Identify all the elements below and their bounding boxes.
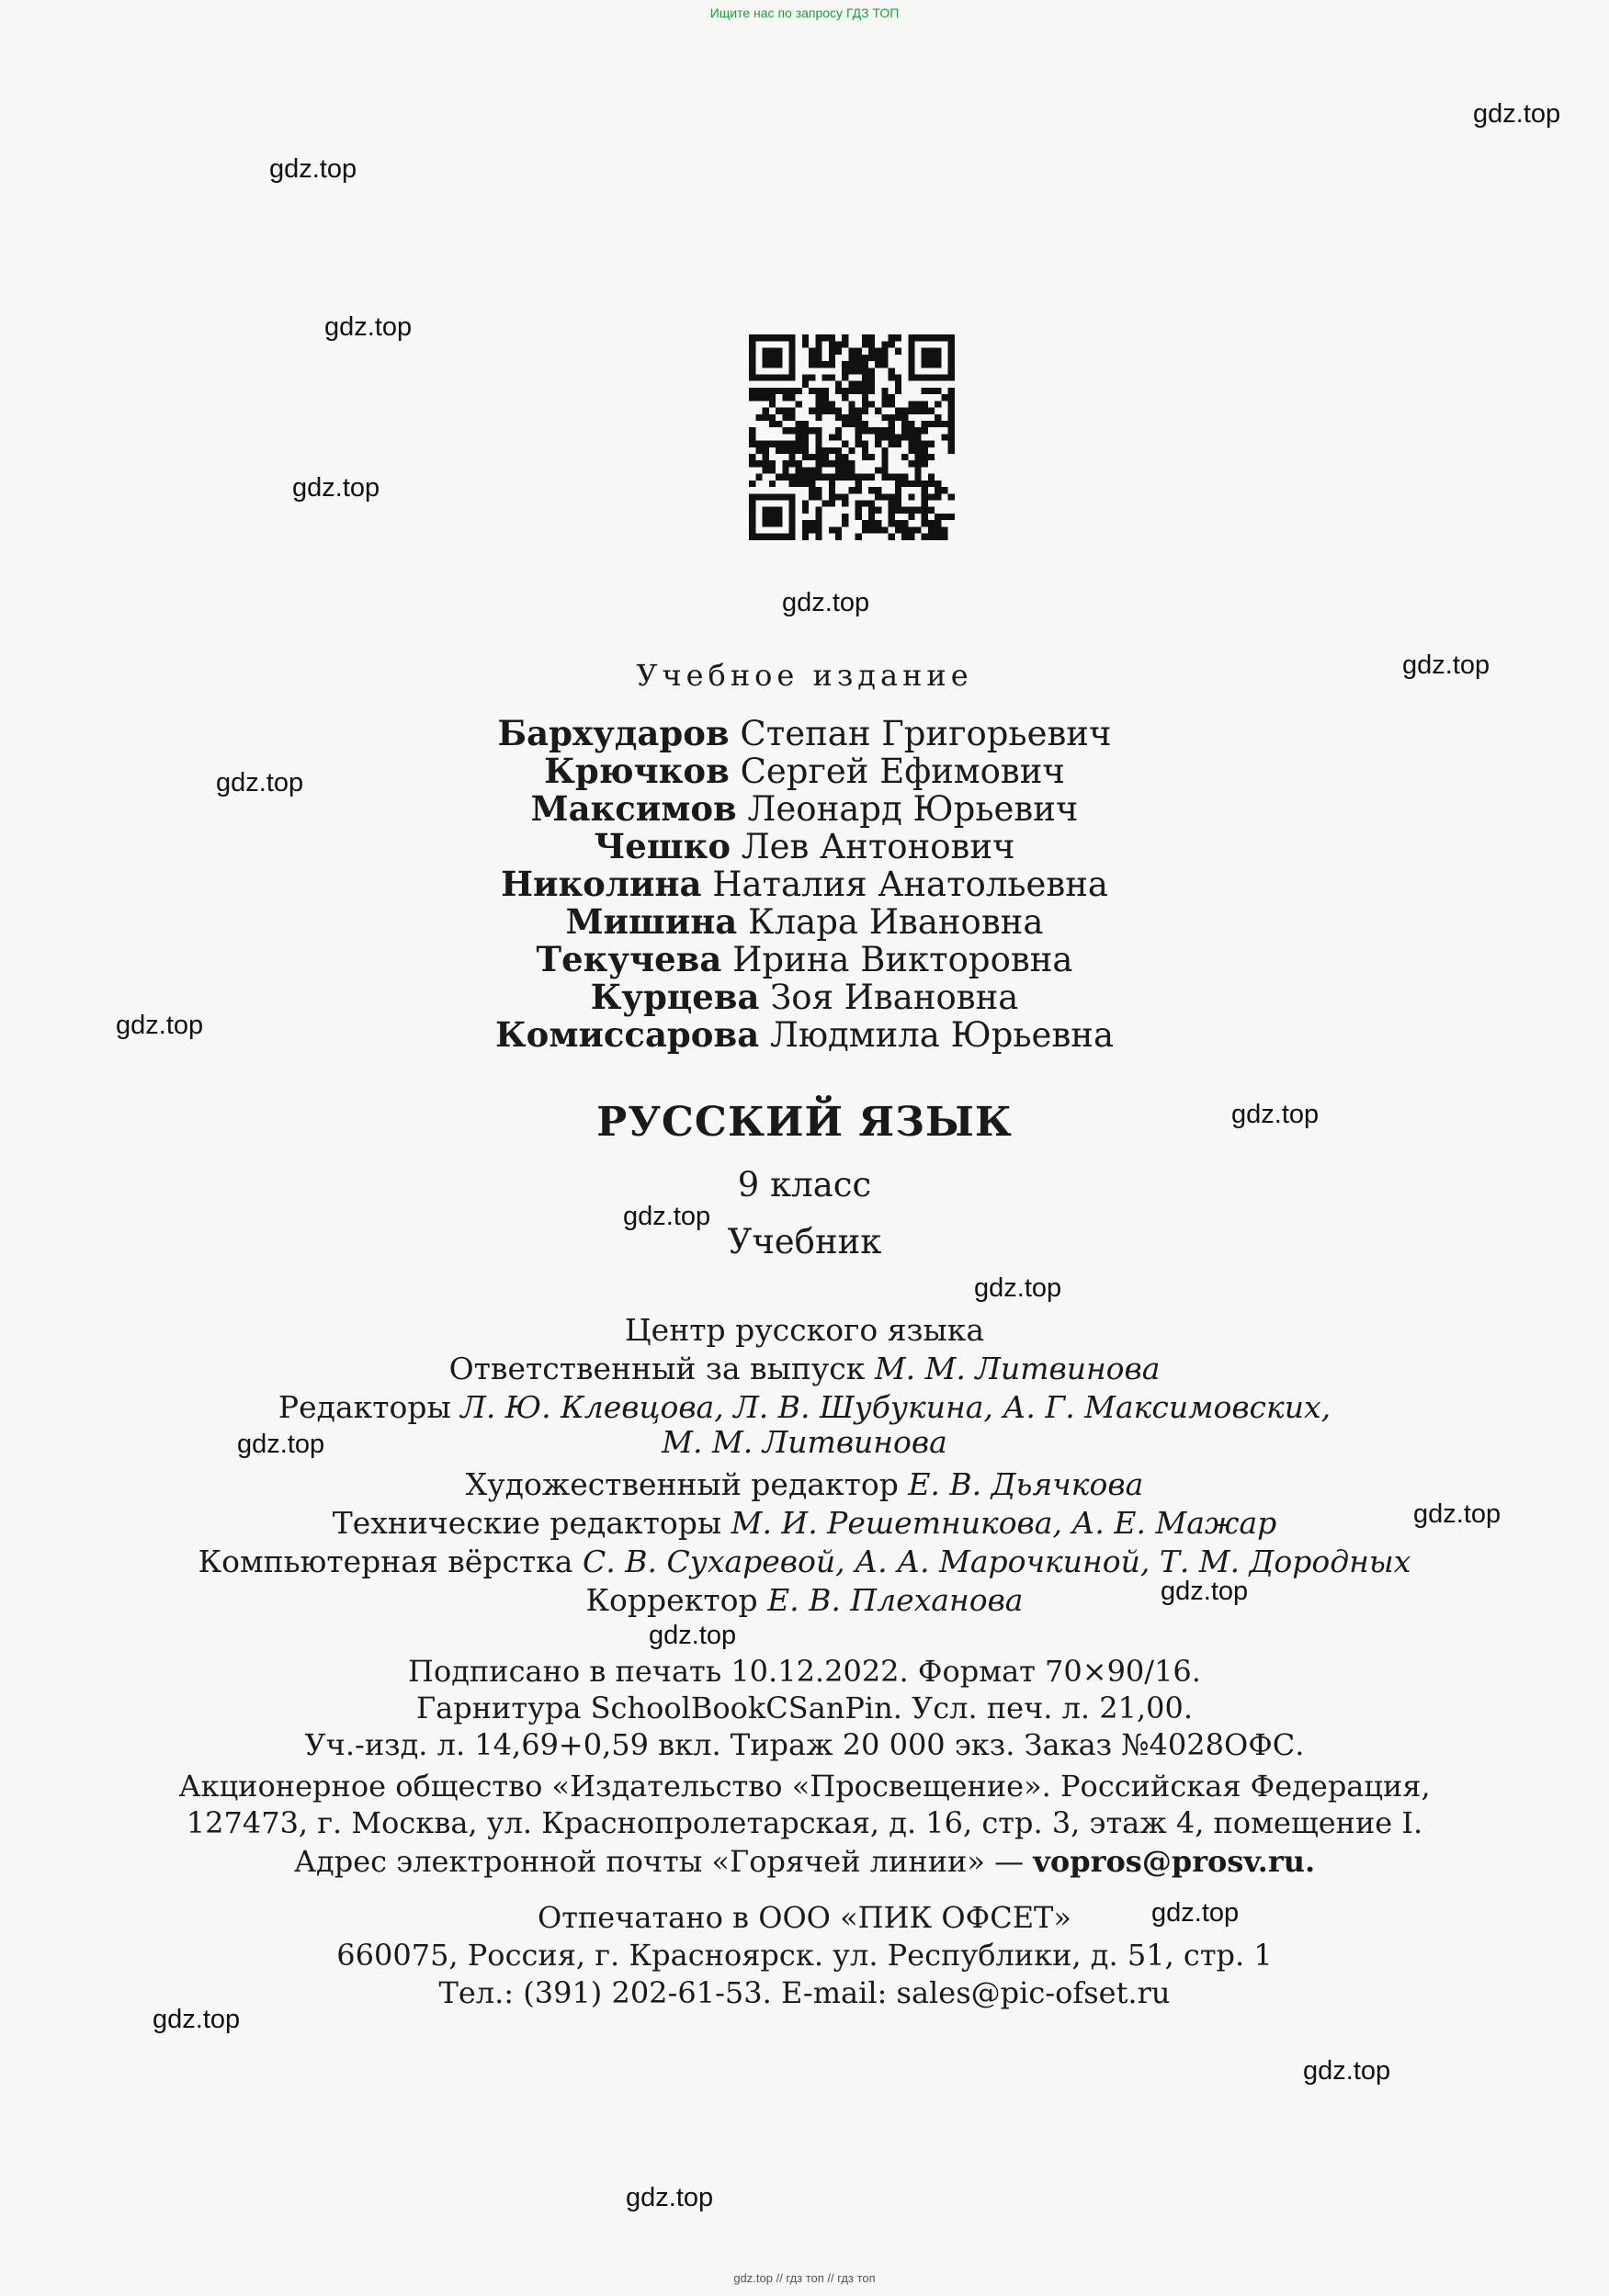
responsible-line: Ответственный за выпуск М. М. Литвинова: [448, 1351, 1161, 1386]
editors-line: Редакторы Л. Ю. Клевцова, Л. В. Шубукина, А. Г. Максимовских,: [278, 1389, 1331, 1425]
author-line: Мишина Клара Ивановна: [565, 901, 1044, 942]
edition-label: Учебное издание: [636, 658, 973, 693]
watermark: gdz.top: [623, 1202, 711, 1231]
author-line: Комиссарова Людмила Юрьевна: [494, 1014, 1115, 1055]
watermark: gdz.top: [269, 154, 357, 184]
watermark: gdz.top: [1473, 99, 1561, 129]
author-line: Крючков Сергей Ефимович: [544, 751, 1065, 791]
tech-editors-line: Технические редакторы М. И. Решетникова, А. Е. Мажар: [332, 1505, 1277, 1541]
author-line: Николина Наталия Анатольевна: [501, 864, 1108, 904]
watermark: gdz.top: [292, 473, 380, 503]
bottom-banner: gdz.top // гдз топ // гдз топ: [733, 2271, 876, 2285]
watermark: gdz.top: [324, 312, 413, 342]
watermark: gdz.top: [1402, 650, 1490, 680]
watermark: gdz.top: [649, 1621, 737, 1650]
editors-line-2: М. М. Литвинова: [662, 1424, 947, 1460]
watermark: gdz.top: [1151, 1898, 1240, 1928]
imprint-line: Гарнитура SchoolBookCSanPin. Усл. печ. л. 21,00.: [415, 1691, 1194, 1725]
watermark: gdz.top: [237, 1430, 325, 1459]
watermark: gdz.top: [153, 2005, 241, 2034]
qr-code-icon: [742, 328, 961, 547]
author-line: Чешко Лев Антонович: [594, 826, 1015, 866]
imprint-line: Уч.-изд. л. 14,69+0,59 вкл. Тираж 20 000 экз. Заказ №4028ОФС.: [304, 1727, 1305, 1762]
center-name: Центр русского языка: [624, 1312, 985, 1348]
watermark: gdz.top: [1413, 1499, 1501, 1529]
imprint-line: Подписано в печать 10.12.2022. Формат 70×90/16.: [408, 1654, 1201, 1689]
imprint-line: 127473, г. Москва, ул. Краснопролетарская, д. 16, стр. 3, этаж 4, помещение I.: [186, 1805, 1423, 1840]
author-line: Максимов Леонард Юрьевич: [530, 788, 1079, 829]
imprint-line: Адрес электронной почты «Горячей линии» — vopros@prosv.ru.: [293, 1844, 1316, 1879]
printer-name: Отпечатано в ООО «ПИК ОФСЕТ»: [538, 1900, 1071, 1935]
watermark: gdz.top: [116, 1011, 204, 1040]
printer-address: 660075, Россия, г. Красноярск. ул. Республики, д. 51, стр. 1: [336, 1938, 1273, 1973]
watermark: gdz.top: [1303, 2056, 1391, 2086]
watermark: gdz.top: [216, 768, 304, 797]
watermark: gdz.top: [1161, 1577, 1249, 1606]
watermark: gdz.top: [626, 2183, 714, 2212]
printer-contacts: Тел.: (391) 202-61-53. E-mail: sales@pic-ofset.ru: [438, 1975, 1171, 2010]
author-line: Курцева Зоя Ивановна: [590, 977, 1019, 1017]
author-line: Текучева Ирина Викторовна: [536, 939, 1073, 979]
book-type: Учебник: [727, 1222, 882, 1261]
hotline-email: vopros@prosv.ru.: [1033, 1844, 1316, 1879]
watermark: gdz.top: [1231, 1100, 1320, 1129]
author-line: Бархударов Степан Григорьевич: [497, 713, 1112, 753]
proofreader-line: Корректор Е. В. Плеханова: [585, 1582, 1024, 1618]
grade-label: 9 класс: [737, 1165, 872, 1205]
watermark: gdz.top: [974, 1273, 1062, 1303]
layout-line: Компьютерная вёрстка С. В. Сухаревой, А. А. Марочкиной, Т. М. Дородных: [198, 1544, 1411, 1579]
imprint-line: Акционерное общество «Издательство «Просвещение». Российская Федерация,: [178, 1769, 1431, 1804]
watermark: gdz.top: [782, 588, 870, 617]
book-title: РУССКИЙ ЯЗЫК: [596, 1099, 1013, 1146]
top-banner: Ищите нас по запросу ГДЗ ТОП: [709, 6, 900, 20]
art-editor-line: Художественный редактор Е. В. Дьячкова: [465, 1466, 1144, 1502]
